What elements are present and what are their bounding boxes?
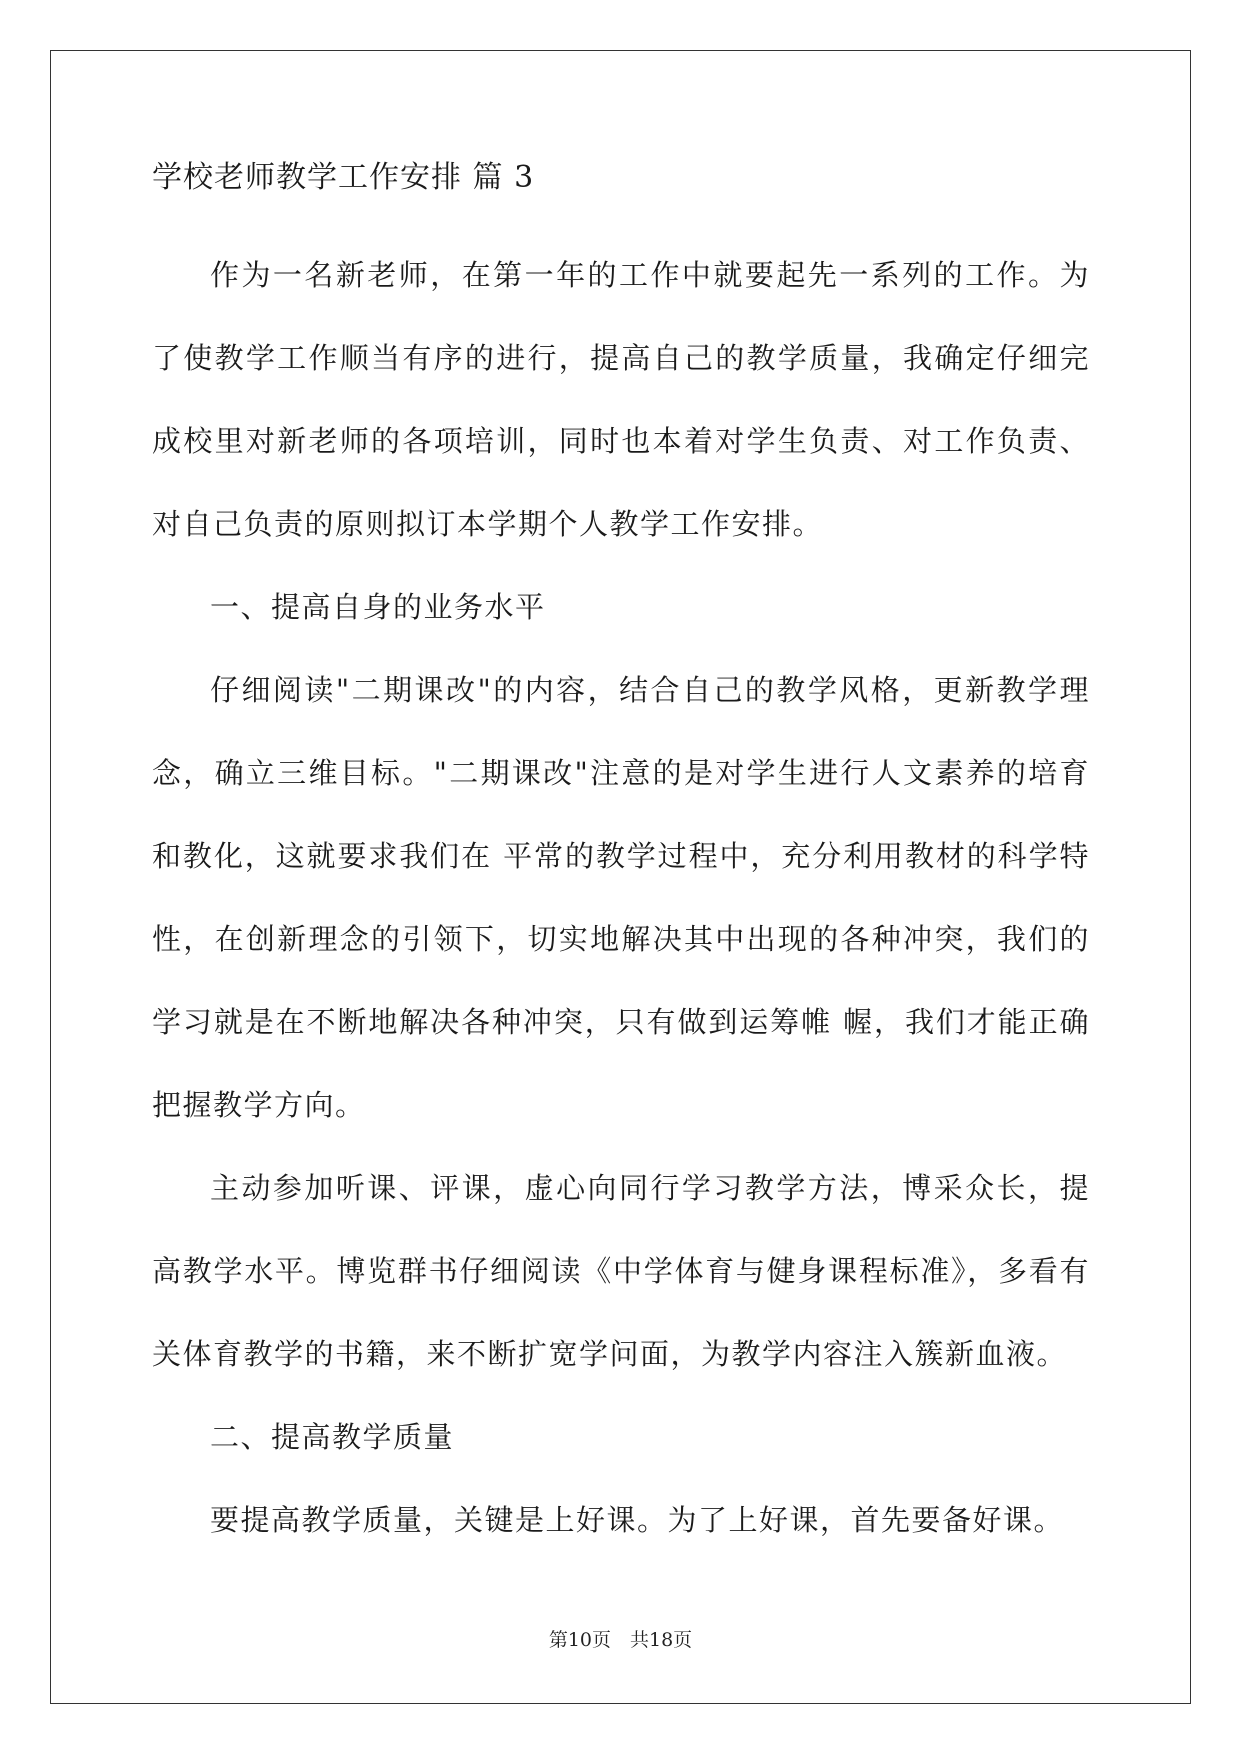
paragraph-learning: 主动参加听课、评课，虚心向同行学习教学方法，博采众长，提高教学水平。博览群书仔细阅读《中学体育与健身课程标准》，多看有关体育教学的书籍，来不断扩宽学问面，为教学内容注入簇新血液。 [152,1171,1090,1371]
paragraph-curriculum: 仔细阅读"二期课改"的内容，结合自己的教学风格，更新教学理念，确立三维目标。"二期课改"注意的是对学生进行人文素养的培育和教化，这就要求我们在 平常的教学过程中，充分利用教材的科学特性，在创新理念的引领下，切实地解决其中出现的各种冲突，我们的学习就是在不断地解决各种冲突，只有做到运筹帷 幄，我们才能正确把握教学方向。 [152,673,1090,1122]
document-body [152,158,1090,1562]
paragraph-intro: 作为一名新老师，在第一年的工作中就要起先一系列的工作。为了使教学工作顺当有序的进行，提高自己的教学质量，我确定仔细完成校里对新老师的各项培训，同时也本着对学生负责、对工作负责、对自己负责的原则拟订本学期个人教学工作安排。 [152,258,1090,541]
page-number: 第10页 共18页 [548,1629,693,1651]
section-heading-1: 一、提高自身的业务水平 [210,590,546,624]
section-heading-2: 二、提高教学质量 [210,1420,455,1454]
paragraph-quality: 要提高教学质量，关键是上好课。为了上好课，首先要备好课。 [210,1503,1065,1537]
document-heading: 学校老师教学工作安排 篇 3 [152,160,535,195]
